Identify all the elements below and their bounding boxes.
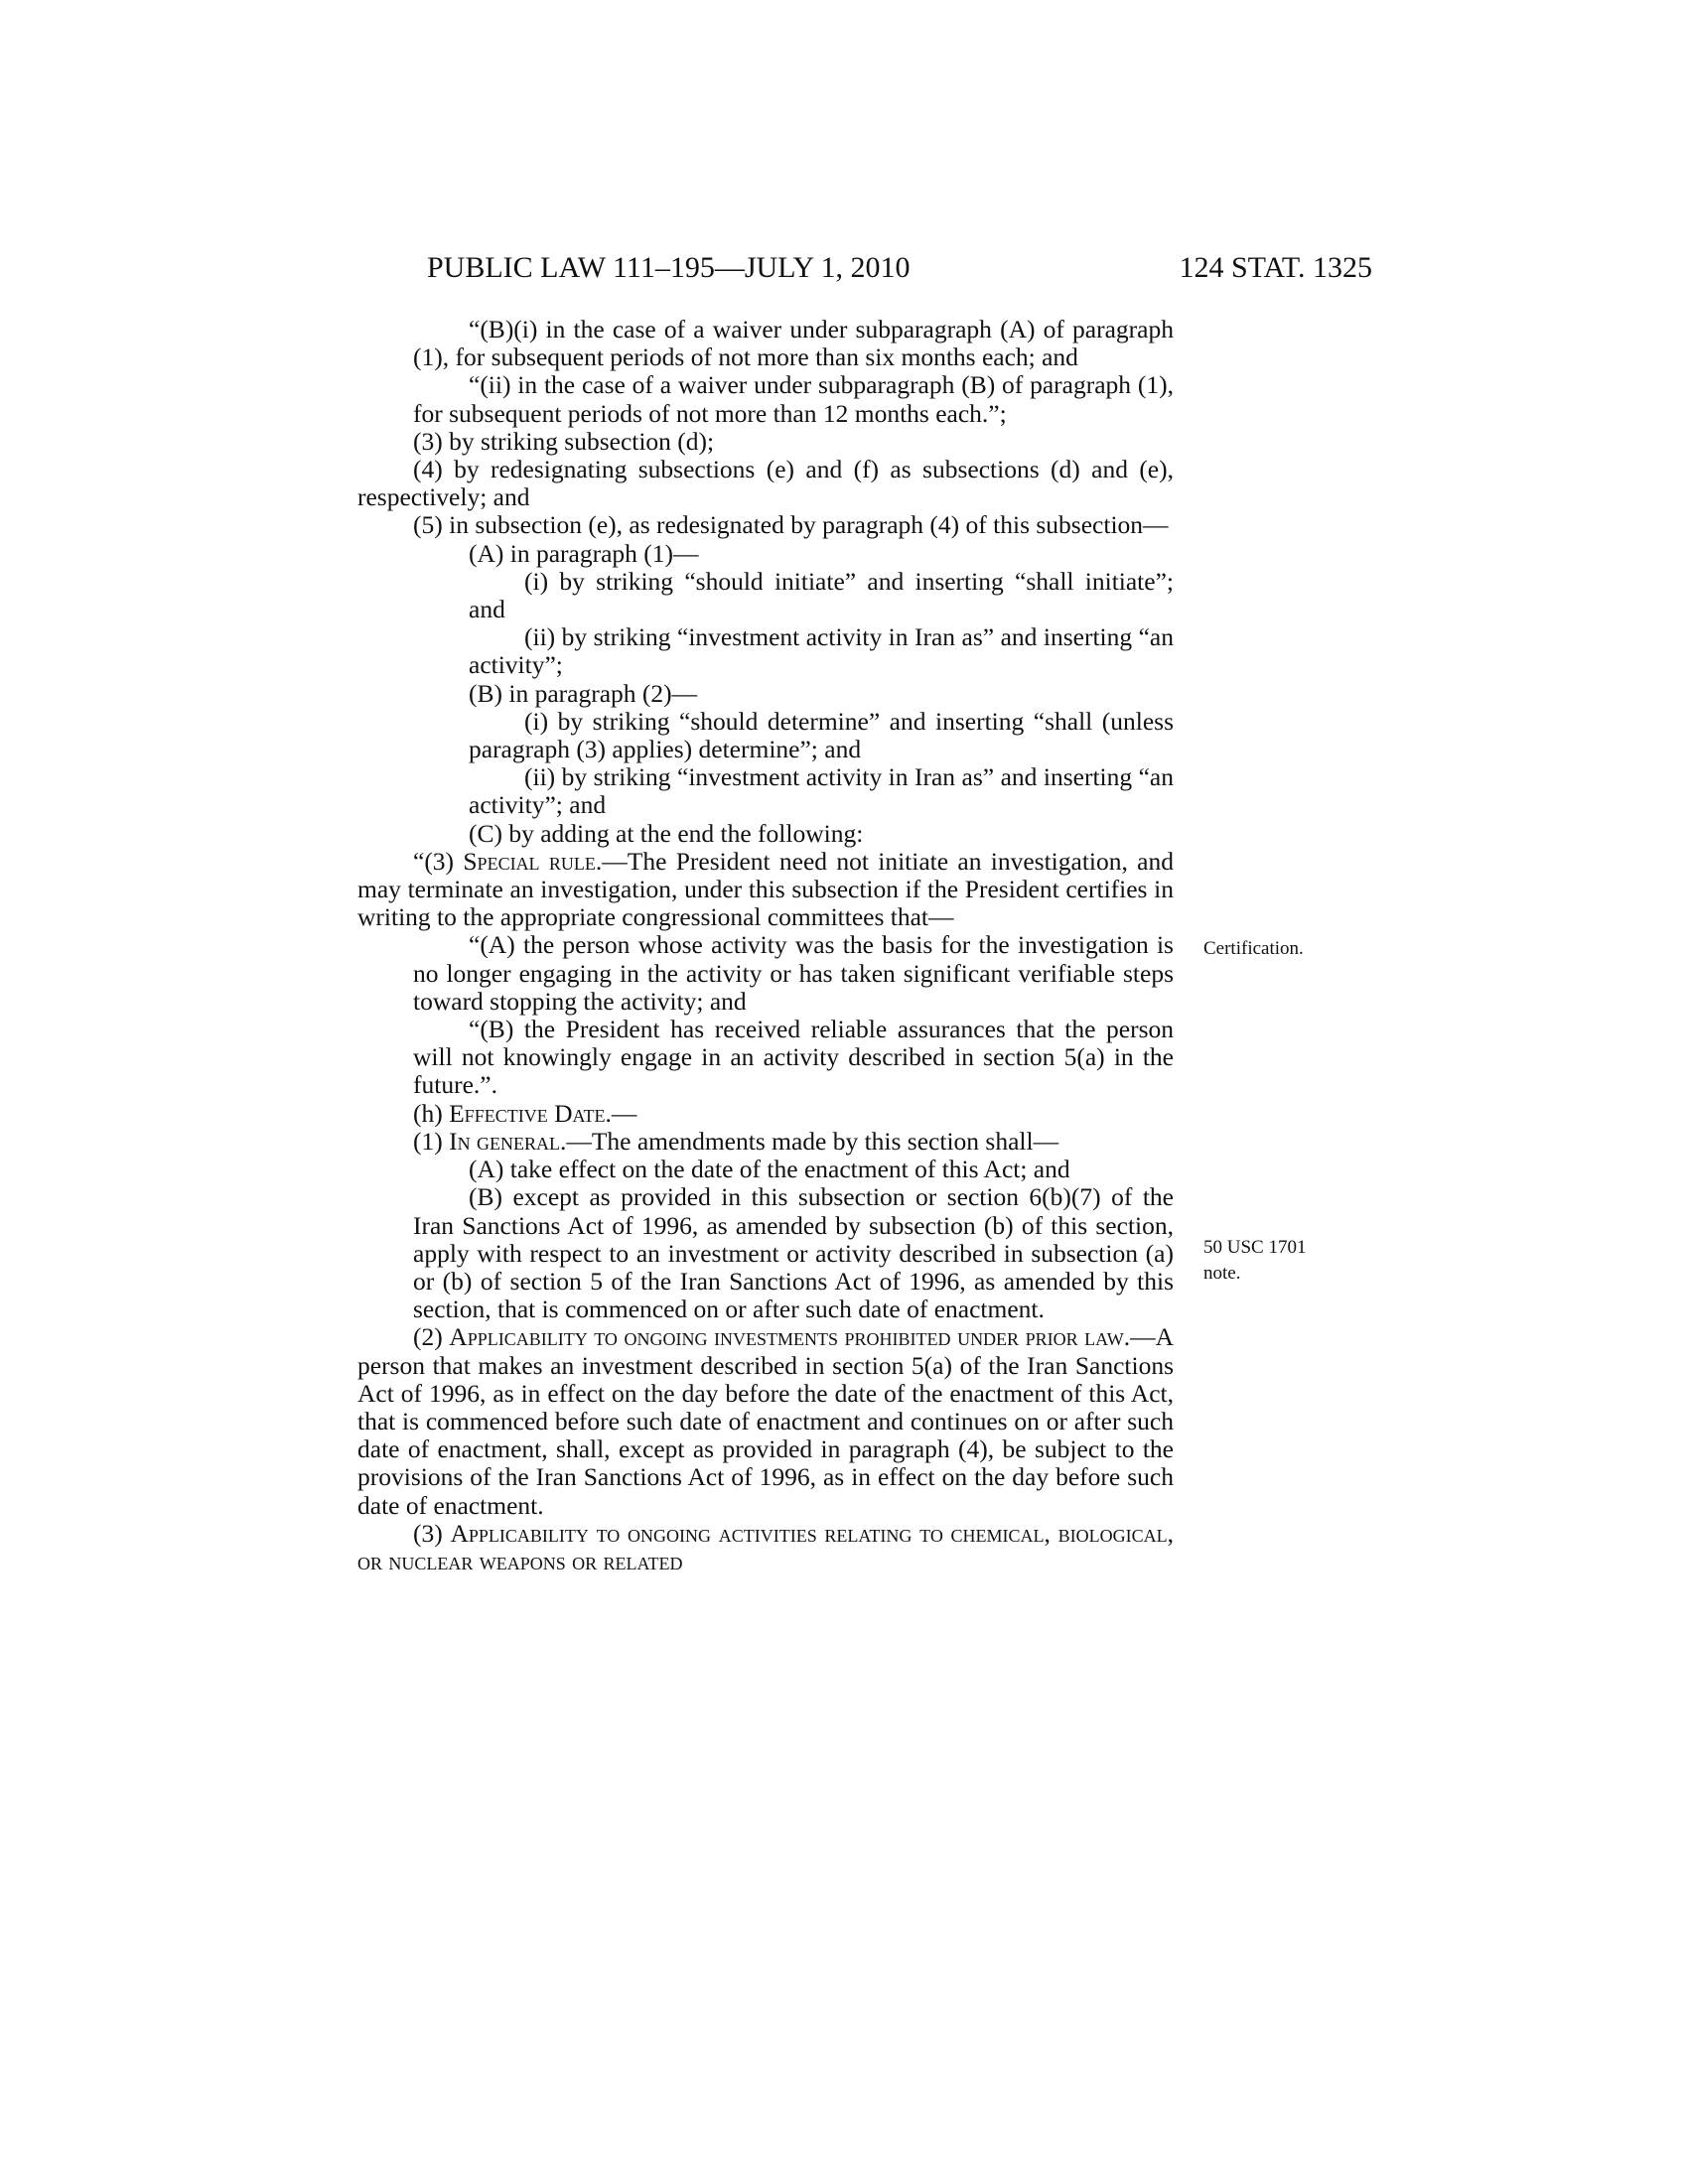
paragraph-text: .—A person that makes an investment described in section 5(a) of the Iran Sanctions Act of 1996, as in effect on the day before the date of the enactment of this Act, that is commenced before such date of enactment and continues on or after such date of enactment, shall, except as provided in paragraph (4), be subject to the provisions of the Iran Sanctions Act of 1996, as in effect on the day before such date of enactment. xyxy=(357,1322,1175,1520)
paragraph-4-redesignating: (4) by redesignating subsections (e) and (f) as subsections (d) and (e), respectively; and xyxy=(357,455,1174,512)
clause-ii-activity-and: (ii) by striking “investment activity in Iran as” and inserting “an activity”; and xyxy=(469,762,1174,820)
paragraph-heading: In general xyxy=(449,1126,560,1156)
paragraph-special-rule-a: “(A) the person whose activity was the basis for the investigation is no longer engaging in the activity or has taken significant verifiable steps toward stopping the activity; and xyxy=(413,930,1174,1016)
subparagraph-a-paragraph-1: (A) in paragraph (1)— xyxy=(469,538,699,568)
subparagraph-b-paragraph-2: (B) in paragraph (2)— xyxy=(469,678,698,708)
paragraph-heading: Special rule xyxy=(463,846,596,876)
paragraph-waiver-ii: “(ii) in the case of a waiver under subparagraph (B) of paragraph (1), for subsequent periods of not more than 12 months each.”; xyxy=(413,370,1174,428)
subparagraph-b-except: (B) except as provided in this subsection or section 6(b)(7) of the Iran Sanctions Act of 1996, as amended by subsection (b) of this section, apply with respect to an investment or activity described in subsection (a) or (b) of section 5 of the Iran Sanctions Act of 1996, as amended by this section, that is commenced on or after such date of enactment. xyxy=(413,1182,1174,1324)
paragraph-heading: Applicability to ongoing activities relating to chemical, biological, or nuclear weapons or related xyxy=(357,1518,1175,1575)
paragraph-heading: Effective Date xyxy=(449,1098,606,1128)
paragraph-5-subsection-e: (5) in subsection (e), as redesignated by paragraph (4) of this subsection— xyxy=(413,510,1169,540)
subparagraph-c-adding: (C) by adding at the end the following: xyxy=(469,818,864,848)
paragraph-text: .— xyxy=(605,1098,637,1128)
paragraph-text: .—The amendments made by this section shall— xyxy=(559,1126,1059,1156)
paragraph-2-applicability-investments xyxy=(357,1323,1174,1519)
paragraph-1-in-general xyxy=(357,1128,1174,1156)
paragraph-waiver-b-i: “(B)(i) in the case of a waiver under subparagraph (A) of paragraph (1), for subsequent periods of not more than six months each; and xyxy=(413,315,1174,372)
statute-body xyxy=(357,316,1174,1575)
paragraph-3-special-rule xyxy=(357,848,1174,932)
margin-note-usc-line2: note. xyxy=(1203,1263,1241,1284)
margin-note-usc-citation xyxy=(1203,1235,1306,1287)
running-header xyxy=(427,248,1372,288)
paragraph-prefix: (1) xyxy=(413,1126,450,1156)
paragraph-heading: Applicability to ongoing investments prohibited under prior law xyxy=(449,1322,1124,1352)
paragraph-3-applicability-activities xyxy=(357,1520,1174,1575)
paragraph-prefix: (h) xyxy=(413,1098,450,1128)
clause-i-initiate: (i) by striking “should initiate” and inserting “shall initiate”; and xyxy=(469,566,1174,624)
paragraph-prefix: “(3) xyxy=(413,846,464,876)
paragraph-special-rule-b: “(B) the President has received reliable assurances that the person will not knowingly engage in an activity described in section 5(a) in the future.”. xyxy=(413,1015,1174,1100)
paragraph-text: .—The President need not initiate an investigation, and may terminate an investigation, under this subsection if the President certifies in writing to the appropriate congressional committees that— xyxy=(357,846,1174,932)
clause-ii-activity: (ii) by striking “investment activity in Iran as” and inserting “an activity”; xyxy=(469,622,1174,680)
header-public-law: PUBLIC LAW 111–195—JULY 1, 2010 xyxy=(427,251,911,284)
clause-i-determine: (i) by striking “should determine” and inserting “shall (unless paragraph (3) applies) determine”; and xyxy=(469,706,1174,764)
subsection-h-effective-date xyxy=(357,1100,1174,1128)
paragraph-prefix: (2) xyxy=(413,1322,450,1352)
header-statute-page: 124 STAT. 1325 xyxy=(1179,251,1372,284)
paragraph-3-striking: (3) by striking subsection (d); xyxy=(413,426,715,456)
margin-note-certification: Certification. xyxy=(1203,938,1304,959)
paragraph-prefix: (3) xyxy=(413,1518,451,1548)
margin-note-usc-line1: 50 USC 1701 xyxy=(1203,1237,1307,1258)
subparagraph-a-take-effect: (A) take effect on the date of the enactment of this Act; and xyxy=(469,1155,1070,1184)
